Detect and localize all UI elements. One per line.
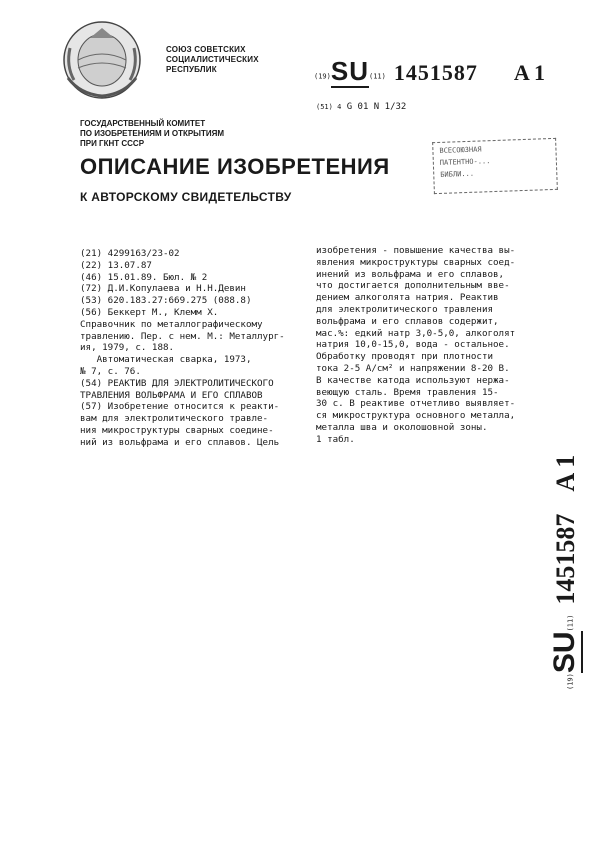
union-name: СОЮЗ СОВЕТСКИХ СОЦИАЛИСТИЧЕСКИХ РЕСПУБЛИК xyxy=(166,45,259,74)
text-line: вам для электролитического травле- xyxy=(80,413,269,425)
country-code: SU xyxy=(330,56,369,86)
text-line: Обработку проводят при плотности xyxy=(316,351,494,363)
text-line: что достигается дополнительным вве- xyxy=(316,280,510,292)
text-line: ний из вольфрама и его сплавов. Цель xyxy=(80,436,280,448)
text-line: (54) РЕАКТИВ ДЛЯ ЭЛЕКТРОЛИТИЧЕСКОГО xyxy=(80,377,274,389)
text-line: Автоматическая сварка, 1973, xyxy=(80,354,252,366)
text-line: (72) Д.И.Копулаева и Н.Н.Девин xyxy=(80,283,246,295)
text-line: ния микроструктуры сварных соедине- xyxy=(80,424,274,436)
text-line: ия, 1979, с. 188. xyxy=(80,342,175,354)
library-stamp: ВСЕСОЮЗНАЯ ПАТЕНТНО-... БИБЛИ... xyxy=(432,138,558,194)
text-line: Справочник по металлографическому xyxy=(80,318,263,330)
side-publication-number: (19)SU(11)1451587A 1 xyxy=(548,454,581,690)
text-line: мас.%: едкий натр 3,0-5,0, алкоголят xyxy=(316,327,516,339)
text-line: (53) 620.183.27:669.275 (088.8) xyxy=(80,295,252,307)
abstract-column xyxy=(316,245,515,446)
text-line: инений из вольфрама и его сплавов, xyxy=(316,268,505,280)
text-line: В качестве катода используют нержа- xyxy=(316,374,510,386)
text-line: (57) Изобретение относится к реакти- xyxy=(80,401,280,413)
text-line: тока 2-5 А/см² и напряжении 8-20 В. xyxy=(316,362,510,374)
text-line: травлению. Пер. с нем. М.: Металлург- xyxy=(80,330,285,342)
text-line: натрия 10,0-15,0, вода - остальное. xyxy=(316,339,510,351)
text-line: (22) 13.07.87 xyxy=(80,259,152,271)
text-line: № 7, с. 76. xyxy=(80,365,141,377)
text-line: явления микроструктуры сварных соед- xyxy=(316,256,516,268)
document-kind: A 1 xyxy=(513,60,546,85)
patent-number: 1451587 xyxy=(393,60,478,85)
state-emblem xyxy=(60,18,144,102)
publication-number: (19)SU(11) 1451587 A 1 xyxy=(314,56,546,86)
bibliographic-column xyxy=(80,248,285,449)
text-line: ТРАВЛЕНИЯ ВОЛЬФРАМА И ЕГО СПЛАВОВ xyxy=(80,389,263,401)
text-line: ся микроструктура основного металла, xyxy=(316,410,516,422)
committee-name: ГОСУДАРСТВЕННЫЙ КОМИТЕТ ПО ИЗОБРЕТЕНИЯМ И ОТКРЫТИЯМ ПРИ ГКНТ СССР xyxy=(80,119,225,148)
text-line: веющую сталь. Время травления 15- xyxy=(316,386,499,398)
text-line: 30 с. В реактиве отчетливо выявляет- xyxy=(316,398,516,410)
text-line: изобретения - повышение качества вы- xyxy=(316,245,516,256)
text-line: (56) Беккерт М., Клемм Х. xyxy=(80,306,219,318)
text-line: вольфрама и его сплавов содержит, xyxy=(316,315,499,327)
text-line: дением алкоголята натрия. Реактив xyxy=(316,292,499,304)
text-line: металла шва и околошовной зоны. xyxy=(316,421,488,433)
text-line: для электролитического травления xyxy=(316,303,494,315)
ipc-classification: (51) 4 G 01 N 1/32 xyxy=(316,102,407,112)
text-line: (46) 15.01.89. Бюл. № 2 xyxy=(80,271,208,283)
text-line: (21) 4299163/23-02 xyxy=(80,248,180,259)
document-subtitle: К АВТОРСКОМУ СВИДЕТЕЛЬСТВУ xyxy=(80,190,292,204)
text-line: 1 табл. xyxy=(316,433,355,445)
document-title: ОПИСАНИЕ ИЗОБРЕТЕНИЯ xyxy=(80,154,390,179)
